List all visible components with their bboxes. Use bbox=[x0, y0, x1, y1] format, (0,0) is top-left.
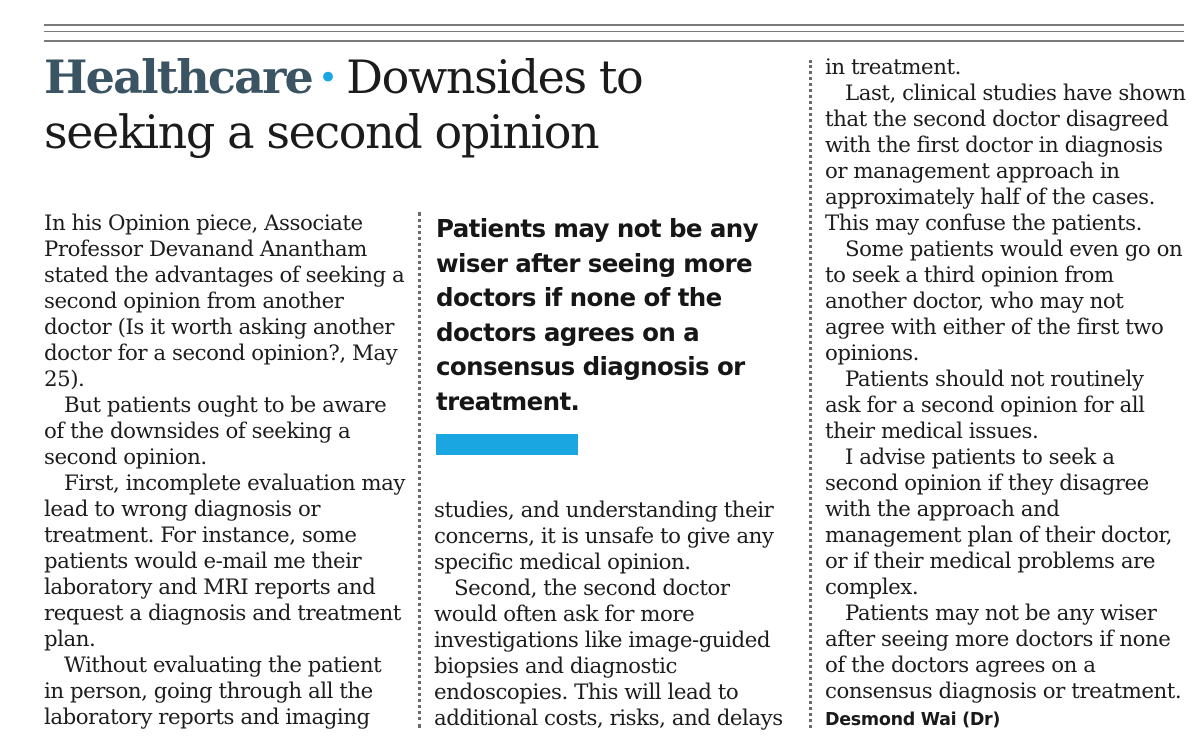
text-line: Patients may not be any wiser bbox=[845, 601, 1157, 626]
column1-paragraph-4 bbox=[44, 653, 414, 731]
text-line: This may confuse the patients. bbox=[825, 211, 1142, 236]
text-line: concerns, it is unsafe to give any bbox=[434, 524, 774, 549]
text-line: of the doctors agrees on a bbox=[825, 653, 1096, 678]
text-line: second opinion. bbox=[44, 445, 207, 470]
pull-quote-line: consensus diagnosis or bbox=[436, 352, 745, 382]
text-line: in person, going through all the bbox=[44, 679, 373, 704]
text-line: another doctor, who may not bbox=[825, 289, 1124, 314]
column3-paragraph-6 bbox=[825, 601, 1197, 705]
headline bbox=[44, 50, 784, 159]
column1-paragraph-3 bbox=[44, 471, 414, 653]
text-line: lead to wrong diagnosis or bbox=[44, 497, 321, 522]
text-line: of the downsides of seeking a bbox=[44, 419, 351, 444]
text-line: would often ask for more bbox=[434, 602, 695, 627]
author-signature: Desmond Wai (Dr) bbox=[825, 710, 1001, 730]
text-line: second opinion from another bbox=[44, 289, 344, 314]
text-line: I advise patients to seek a bbox=[845, 445, 1115, 470]
column3-paragraph-2 bbox=[825, 81, 1197, 237]
pull-quote-line: treatment. bbox=[436, 386, 580, 416]
text-line: investigations like image-guided bbox=[434, 628, 771, 653]
text-line: Second, the second doctor bbox=[454, 576, 730, 601]
pull-quote-line: Patients may not be any bbox=[436, 214, 758, 243]
pull-quote-line: doctors if none of the bbox=[436, 283, 722, 313]
text-line: consensus diagnosis or treatment. bbox=[825, 679, 1182, 704]
text-line: laboratory reports and imaging bbox=[44, 705, 370, 730]
headline-title-part2: seeking a second opinion bbox=[44, 105, 599, 159]
text-line: patients would e-mail me their bbox=[44, 549, 362, 574]
text-line: Last, clinical studies have shown bbox=[845, 81, 1186, 106]
text-line: request a diagnosis and treatment bbox=[44, 601, 401, 626]
top-double-rule bbox=[44, 24, 1184, 42]
text-line: doctor for a second opinion?, May bbox=[44, 341, 398, 366]
text-line: specific medical opinion. bbox=[434, 550, 691, 575]
text-line: to seek a third opinion from bbox=[825, 263, 1114, 288]
text-line: Some patients would even go on bbox=[845, 237, 1183, 262]
column-divider-2 bbox=[809, 60, 812, 728]
text-line: Without evaluating the patient bbox=[64, 653, 382, 678]
headline-title-part1: Downsides to bbox=[346, 50, 643, 104]
text-line: studies, and understanding their bbox=[434, 498, 774, 523]
text-line: But patients ought to be aware bbox=[64, 393, 387, 418]
column1-paragraph-1 bbox=[44, 211, 414, 393]
text-line: Patients should not routinely bbox=[845, 367, 1144, 392]
text-line: additional costs, risks, and delays bbox=[434, 706, 783, 731]
text-line: after seeing more doctors if none bbox=[825, 627, 1171, 652]
column3-paragraph-5 bbox=[825, 445, 1197, 601]
text-line: or management approach in bbox=[825, 159, 1120, 184]
text-line: In his Opinion piece, Associate bbox=[44, 211, 363, 236]
column3-paragraph-1 bbox=[825, 55, 1197, 81]
text-line: ask for a second opinion for all bbox=[825, 393, 1145, 418]
column-divider-1 bbox=[418, 212, 421, 728]
kicker-separator-bullet: • bbox=[318, 58, 339, 98]
text-line: management plan of their doctor, bbox=[825, 523, 1173, 548]
text-line: agree with either of the first two bbox=[825, 315, 1164, 340]
text-line: complex. bbox=[825, 575, 919, 600]
text-line: approximately half of the cases. bbox=[825, 185, 1155, 210]
column2-paragraph-1 bbox=[434, 498, 794, 576]
pull-quote-accent-bar bbox=[436, 434, 578, 455]
section-kicker: Healthcare bbox=[44, 50, 313, 104]
text-line: endoscopies. This will lead to bbox=[434, 680, 739, 705]
text-line: or if their medical problems are bbox=[825, 549, 1155, 574]
text-line: opinions. bbox=[825, 341, 919, 366]
text-line: First, incomplete evaluation may bbox=[64, 471, 406, 496]
column2-paragraph-2 bbox=[434, 576, 794, 732]
pull-quote-line: doctors agrees on a bbox=[436, 317, 700, 347]
text-line: with the first doctor in diagnosis bbox=[825, 133, 1163, 158]
text-line: their medical issues. bbox=[825, 419, 1039, 444]
text-line: 25). bbox=[44, 367, 85, 392]
text-line: plan. bbox=[44, 627, 96, 652]
text-line: in treatment. bbox=[825, 55, 961, 80]
text-line: that the second doctor disagreed bbox=[825, 107, 1169, 132]
text-line: with the approach and bbox=[825, 497, 1060, 522]
pull-quote bbox=[436, 212, 796, 420]
text-line: stated the advantages of seeking a bbox=[44, 263, 405, 288]
text-line: treatment. For instance, some bbox=[44, 523, 357, 548]
text-line: Professor Devanand Anantham bbox=[44, 237, 367, 262]
article-column-3 bbox=[825, 55, 1197, 705]
text-line: second opinion if they disagree bbox=[825, 471, 1149, 496]
pull-quote-line: wiser after seeing more bbox=[436, 248, 752, 278]
text-line: biopsies and diagnostic bbox=[434, 654, 677, 679]
article-column-1 bbox=[44, 211, 414, 731]
text-line: laboratory and MRI reports and bbox=[44, 575, 376, 600]
column3-paragraph-3 bbox=[825, 237, 1197, 367]
text-line: doctor (Is it worth asking another bbox=[44, 315, 395, 340]
column1-paragraph-2 bbox=[44, 393, 414, 471]
column3-paragraph-4 bbox=[825, 367, 1197, 445]
article-column-2 bbox=[434, 498, 794, 732]
